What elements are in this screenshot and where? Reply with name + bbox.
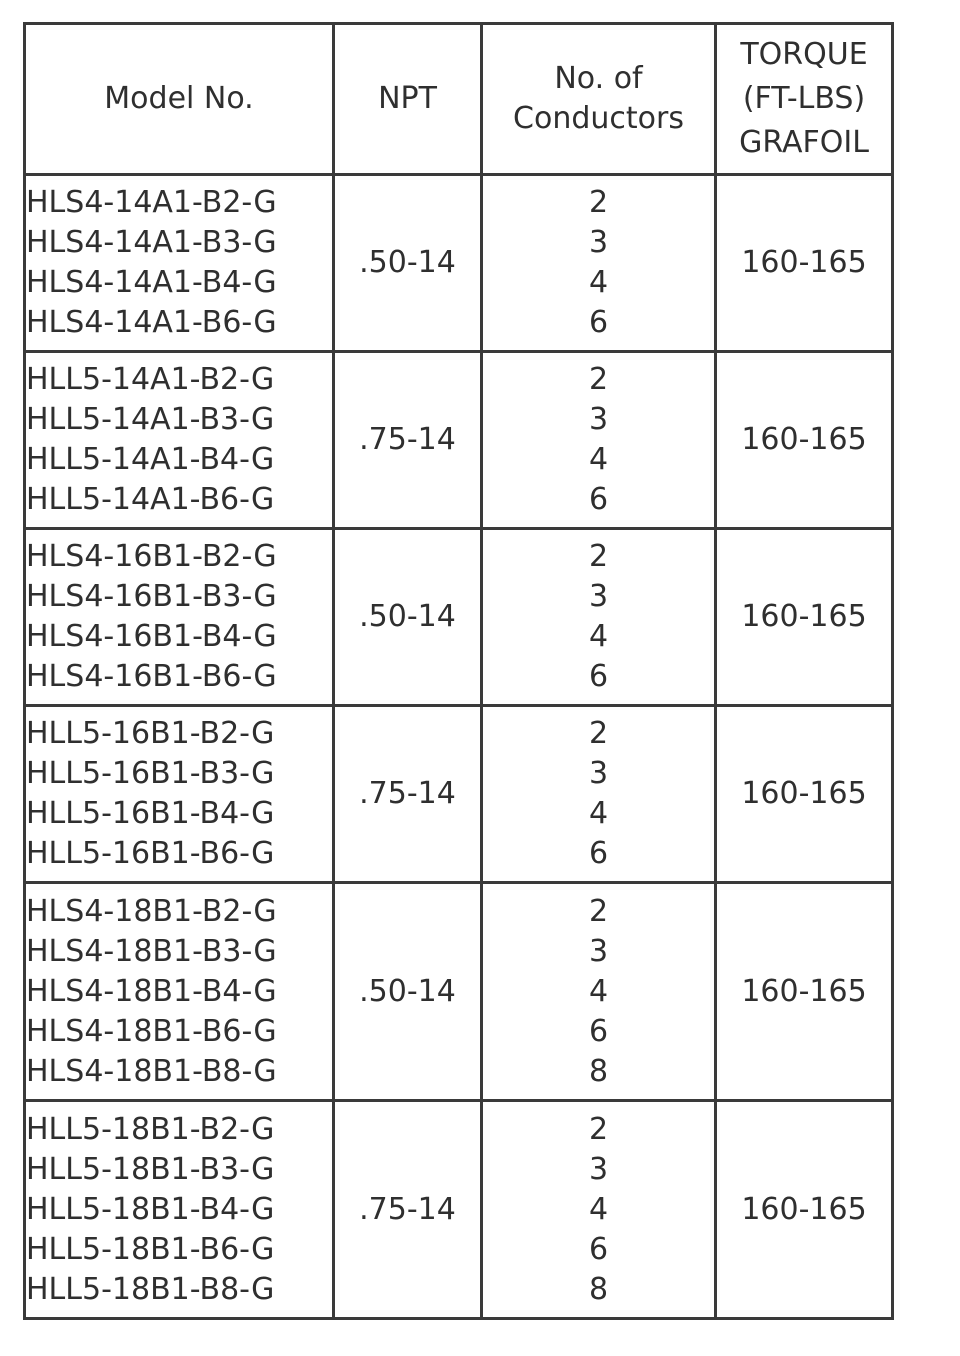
model-number: HLS4-18B1-B6-G bbox=[26, 1013, 277, 1049]
model-number: HLS4-16B1-B6-G bbox=[26, 659, 277, 694]
header-conductors bbox=[482, 24, 716, 175]
conductor-count: 3 bbox=[588, 933, 609, 969]
conductor-count: 2 bbox=[588, 185, 609, 220]
header-torque-line: TORQUE bbox=[740, 37, 868, 72]
model-number: HLS4-16B1-B4-G bbox=[26, 619, 277, 654]
conductors-cell bbox=[482, 883, 716, 1101]
model-number: HLS4-16B1-B2-G bbox=[26, 539, 277, 574]
npt-cell: .75-14 bbox=[334, 352, 482, 529]
npt-cell: .75-14 bbox=[334, 706, 482, 883]
conductor-count: 3 bbox=[588, 225, 609, 260]
table-row bbox=[25, 352, 893, 529]
conductors-cell bbox=[482, 529, 716, 706]
header-model: Model No. bbox=[25, 24, 334, 175]
conductors-cell bbox=[482, 706, 716, 883]
conductor-count: 3 bbox=[588, 756, 609, 791]
header-npt: NPT bbox=[334, 24, 482, 175]
table-row bbox=[25, 1101, 893, 1319]
model-cell bbox=[25, 352, 334, 529]
model-number: HLL5-16B1-B2-G bbox=[26, 716, 275, 751]
conductor-count: 6 bbox=[588, 482, 609, 517]
model-number: HLS4-18B1-B4-G bbox=[26, 973, 277, 1009]
header-conductors-line: No. of bbox=[554, 61, 643, 96]
conductors-cell bbox=[482, 175, 716, 352]
conductor-count: 8 bbox=[588, 1053, 609, 1089]
torque-cell: 160-165 bbox=[716, 352, 893, 529]
conductor-count: 4 bbox=[588, 442, 609, 477]
model-number: HLL5-14A1-B2-G bbox=[26, 362, 275, 397]
model-number: HLL5-16B1-B3-G bbox=[26, 756, 275, 791]
table-row bbox=[25, 706, 893, 883]
conductors-cell bbox=[482, 352, 716, 529]
spec-table bbox=[23, 22, 894, 1320]
model-cell bbox=[25, 1101, 334, 1319]
conductor-count: 4 bbox=[588, 973, 609, 1009]
model-number: HLL5-18B1-B6-G bbox=[26, 1231, 275, 1267]
model-number: HLL5-18B1-B2-G bbox=[26, 1111, 275, 1147]
table-body bbox=[25, 175, 893, 1319]
header-conductors-line: Conductors bbox=[513, 101, 684, 136]
header-row bbox=[25, 24, 893, 175]
table-row bbox=[25, 529, 893, 706]
conductor-count: 6 bbox=[588, 1231, 609, 1267]
conductor-count: 2 bbox=[588, 893, 609, 929]
model-number: HLL5-14A1-B3-G bbox=[26, 402, 275, 437]
conductor-count: 2 bbox=[588, 539, 609, 574]
header-torque bbox=[716, 24, 893, 175]
conductor-count: 6 bbox=[588, 659, 609, 694]
model-number: HLL5-18B1-B4-G bbox=[26, 1191, 275, 1227]
torque-cell: 160-165 bbox=[716, 706, 893, 883]
conductor-count: 3 bbox=[588, 402, 609, 437]
torque-cell: 160-165 bbox=[716, 529, 893, 706]
conductor-count: 2 bbox=[588, 716, 609, 751]
model-cell bbox=[25, 529, 334, 706]
model-number: HLS4-16B1-B3-G bbox=[26, 579, 277, 614]
model-number: HLS4-18B1-B3-G bbox=[26, 933, 277, 969]
model-number: HLL5-16B1-B4-G bbox=[26, 796, 275, 831]
conductor-count: 2 bbox=[588, 1111, 609, 1147]
table-row bbox=[25, 883, 893, 1101]
conductor-count: 6 bbox=[588, 1013, 609, 1049]
header-torque-line: GRAFOIL bbox=[739, 125, 869, 160]
model-number: HLS4-18B1-B2-G bbox=[26, 893, 277, 929]
conductor-count: 2 bbox=[588, 362, 609, 397]
npt-cell: .50-14 bbox=[334, 529, 482, 706]
model-number: HLS4-14A1-B6-G bbox=[26, 305, 277, 340]
model-number: HLL5-18B1-B8-G bbox=[26, 1271, 275, 1307]
conductor-count: 4 bbox=[588, 619, 609, 654]
conductor-count: 6 bbox=[588, 305, 609, 340]
npt-cell: .75-14 bbox=[334, 1101, 482, 1319]
conductor-count: 8 bbox=[588, 1271, 609, 1307]
conductor-count: 4 bbox=[588, 265, 609, 300]
header-torque-line: (FT-LBS) bbox=[742, 81, 866, 116]
model-number: HLL5-18B1-B3-G bbox=[26, 1151, 275, 1187]
conductor-count: 3 bbox=[588, 579, 609, 614]
conductors-cell bbox=[482, 1101, 716, 1319]
model-number: HLL5-16B1-B6-G bbox=[26, 836, 275, 871]
model-number: HLS4-14A1-B2-G bbox=[26, 185, 277, 220]
model-cell bbox=[25, 175, 334, 352]
model-cell bbox=[25, 706, 334, 883]
conductor-count: 4 bbox=[588, 1191, 609, 1227]
model-number: HLL5-14A1-B4-G bbox=[26, 442, 275, 477]
npt-cell: .50-14 bbox=[334, 175, 482, 352]
conductor-count: 6 bbox=[588, 836, 609, 871]
npt-cell: .50-14 bbox=[334, 883, 482, 1101]
torque-cell: 160-165 bbox=[716, 175, 893, 352]
torque-cell: 160-165 bbox=[716, 1101, 893, 1319]
model-number: HLS4-18B1-B8-G bbox=[26, 1053, 277, 1089]
model-number: HLS4-14A1-B3-G bbox=[26, 225, 277, 260]
conductor-count: 3 bbox=[588, 1151, 609, 1187]
conductor-count: 4 bbox=[588, 796, 609, 831]
model-cell bbox=[25, 883, 334, 1101]
model-number: HLL5-14A1-B6-G bbox=[26, 482, 275, 517]
model-number: HLS4-14A1-B4-G bbox=[26, 265, 277, 300]
table-row bbox=[25, 175, 893, 352]
torque-cell: 160-165 bbox=[716, 883, 893, 1101]
